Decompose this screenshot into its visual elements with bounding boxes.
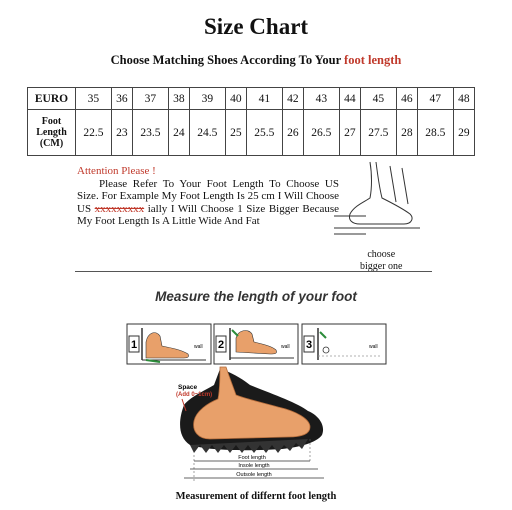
- foot-length-cell: 27.5: [360, 110, 396, 156]
- euro-size-cell: 48: [453, 88, 474, 110]
- foot-length-cell: 27: [339, 110, 360, 156]
- step-2-panel: [214, 324, 298, 364]
- foot-length-cell: 25: [225, 110, 246, 156]
- size-table: [27, 87, 475, 156]
- euro-size-cell: 40: [225, 88, 246, 110]
- euro-size-cell: 43: [303, 88, 339, 110]
- wall-label: wall: [369, 344, 378, 350]
- foot-length-label-line: (CM): [39, 138, 64, 149]
- foot-length-label-line: Length: [36, 127, 67, 138]
- choose-note-line: choose: [367, 249, 396, 260]
- euro-label: EURO: [28, 88, 76, 110]
- foot-length-cell: 24.5: [189, 110, 225, 156]
- euro-size-cell: 41: [246, 88, 282, 110]
- insole-length-label: Insole length: [238, 463, 270, 469]
- divider: [75, 271, 432, 272]
- euro-size-cell: 44: [339, 88, 360, 110]
- foot-length-cell: 24: [168, 110, 189, 156]
- step-number: 2: [217, 339, 225, 351]
- attention-blurred: xxxxxxxxx: [94, 202, 145, 215]
- euro-size-cell: 45: [360, 88, 396, 110]
- euro-size-cell: 39: [189, 88, 225, 110]
- euro-size-cell: 36: [111, 88, 132, 110]
- step-3-panel: [302, 324, 386, 364]
- euro-row: [28, 88, 475, 110]
- attention-note: [77, 165, 339, 228]
- step-number: 3: [305, 339, 313, 351]
- euro-size-cell: 47: [417, 88, 453, 110]
- space-value: (Add 0~1cm): [176, 392, 213, 398]
- foot-measurement-diagram: [170, 365, 340, 483]
- foot-length-cell: 22.5: [76, 110, 112, 156]
- attention-heading: Attention Please !: [77, 165, 156, 177]
- foot-sketch-illustration: [330, 158, 425, 248]
- foot-length-label: [28, 110, 76, 156]
- wall-label: wall: [194, 344, 203, 350]
- wall-label: wall: [281, 344, 290, 350]
- foot-length-cell: 29: [453, 110, 474, 156]
- foot-length-cell: 25.5: [246, 110, 282, 156]
- attention-body: [77, 178, 339, 228]
- choose-note-line: bigger one: [360, 261, 403, 272]
- foot-length-row: [28, 110, 475, 156]
- subtitle-highlight: foot length: [344, 53, 402, 67]
- euro-size-cell: 42: [282, 88, 303, 110]
- euro-size-cell: 46: [396, 88, 417, 110]
- euro-size-cell: 35: [76, 88, 112, 110]
- diagram-caption: Measurement of differnt foot length: [175, 491, 337, 502]
- attention-text-1: Please Refer To Your Foot Length To Choose US Size. For Example My Foot Length Is 25 cm I Will Choose US: [77, 177, 339, 215]
- foot-length-cell: 23: [111, 110, 132, 156]
- measurement-steps: [126, 322, 388, 366]
- choose-bigger-note: [360, 249, 403, 273]
- foot-length-cell: 28.5: [417, 110, 453, 156]
- foot-length-cell: 23.5: [132, 110, 168, 156]
- foot-length-cell: 26.5: [303, 110, 339, 156]
- foot-length-cell: 28: [396, 110, 417, 156]
- foot-length-cell: 26: [282, 110, 303, 156]
- page-title: Size Chart: [203, 14, 309, 39]
- subtitle: [0, 53, 512, 68]
- step-1-panel: [127, 324, 211, 364]
- measure-title: Measure the length of your foot: [155, 289, 357, 304]
- euro-size-cell: 38: [168, 88, 189, 110]
- euro-size-cell: 37: [132, 88, 168, 110]
- foot-length-label: Foot length: [238, 455, 266, 461]
- space-label: Space: [178, 384, 198, 391]
- subtitle-prefix: Choose Matching Shoes According To Your: [110, 53, 345, 67]
- outsole-length-label: Outsole length: [236, 472, 272, 478]
- step-number: 1: [130, 339, 138, 351]
- attention-text-2: ially I Will Choose 1 Size Bigger Because My Foot Length Is A Little Wide And Fat: [77, 202, 340, 227]
- foot-length-label-line: Foot: [41, 116, 62, 127]
